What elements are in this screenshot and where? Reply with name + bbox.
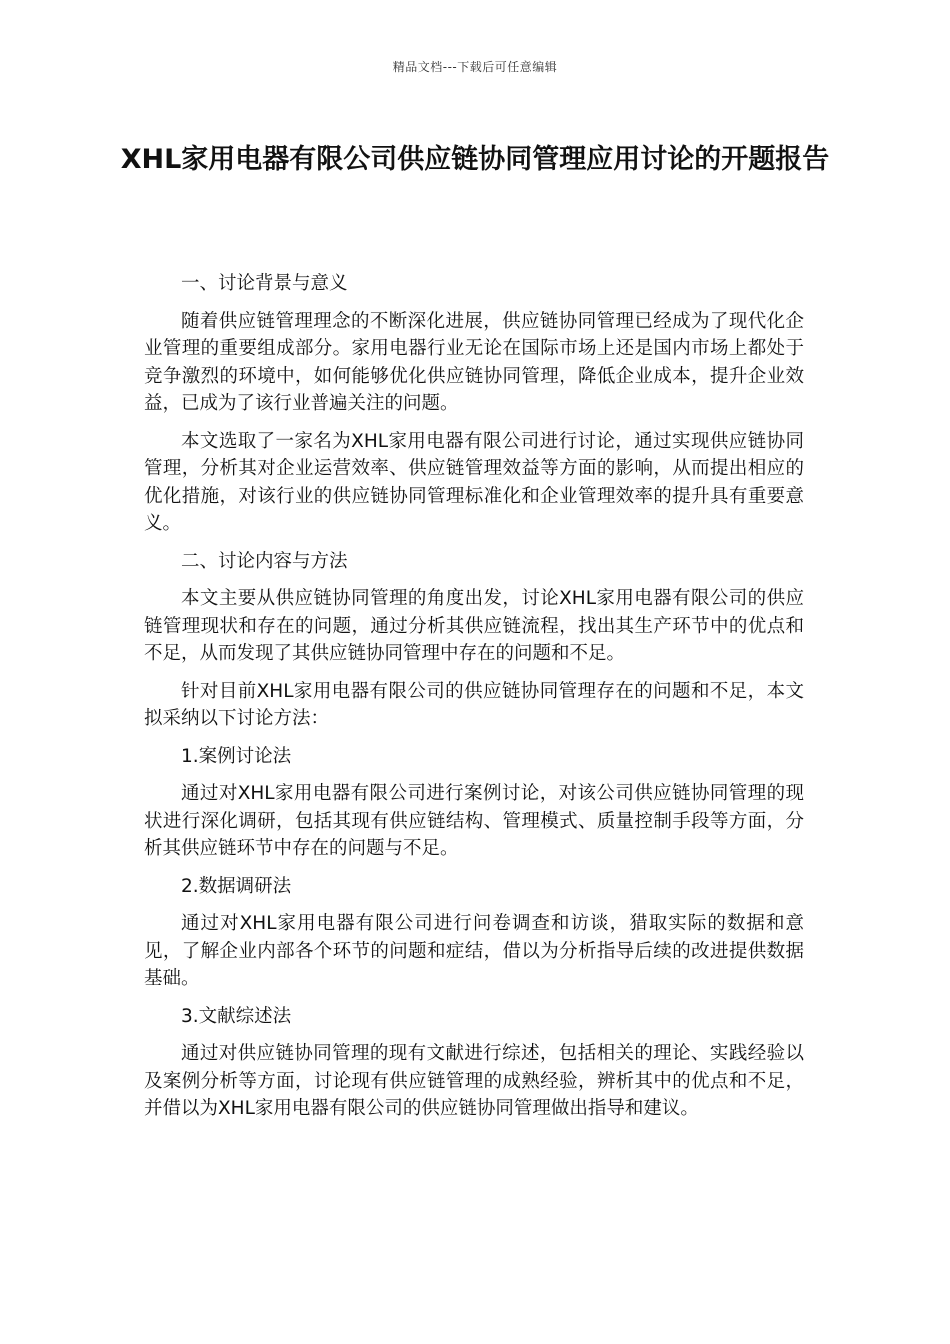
page-header-note: 精品文档---下载后可任意编辑	[392, 60, 558, 74]
section-heading-background: 一、讨论背景与意义	[181, 273, 348, 294]
paragraph-content-2: 针对目前XHL家用电器有限公司的供应链协同管理存在的问题和不足，本文拟采纳以下讨论方法：	[144, 680, 804, 729]
paragraph-content-1: 本文主要从供应链协同管理的角度出发，讨论XHL家用电器有限公司的供应链管理现状和存在的问题，通过分析其供应链流程，找出其生产环节中的优点和不足，从而发现了其供应链协同管理中存在的问题和不足。	[144, 588, 804, 664]
method-heading-literature-review: 3.文献综述法	[181, 1005, 292, 1027]
method-heading-case-study: 1.案例讨论法	[181, 745, 292, 767]
paragraph-data-research: 通过对XHL家用电器有限公司进行问卷调查和访谈，猎取实际的数据和意见，了解企业内部各个环节的问题和症结，借以为分析指导后续的改进提供数据基础。	[144, 913, 804, 989]
method-heading-data-research: 2.数据调研法	[181, 875, 292, 897]
paragraph-case-study: 通过对XHL家用电器有限公司进行案例讨论，对该公司供应链协同管理的现状进行深化调研，包括其现有供应链结构、管理模式、质量控制手段等方面，分析其供应链环节中存在的问题与不足。	[144, 783, 804, 859]
paragraph-literature-review: 通过对供应链协同管理的现有文献进行综述，包括相关的理论、实践经验以及案例分析等方面，讨论现有供应链管理的成熟经验，辨析其中的优点和不足，并借以为XHL家用电器有限公司的供应链协同管理做出指导和建议。	[144, 1043, 804, 1119]
paragraph-background-1: 随着供应链管理理念的不断深化进展，供应链协同管理已经成为了现代化企业管理的重要组成部分。家用电器行业无论在国际市场上还是国内市场上都处于竞争激烈的环境中，如何能够优化供应链协同管理，降低企业成本，提升企业效益，已成为了该行业普遍关注的问题。	[144, 310, 804, 414]
section-heading-content-method: 二、讨论内容与方法	[181, 550, 348, 572]
document-title: XHL家用电器有限公司供应链协同管理应用讨论的开题报告	[120, 144, 830, 175]
document-body	[144, 270, 804, 1133]
paragraph-background-2: 本文选取了一家名为XHL家用电器有限公司进行讨论，通过实现供应链协同管理，分析其对企业运营效率、供应链管理效益等方面的影响，从而提出相应的优化措施，对该行业的供应链协同管理标准化和企业管理效率的提升具有重要意义。	[144, 430, 804, 534]
